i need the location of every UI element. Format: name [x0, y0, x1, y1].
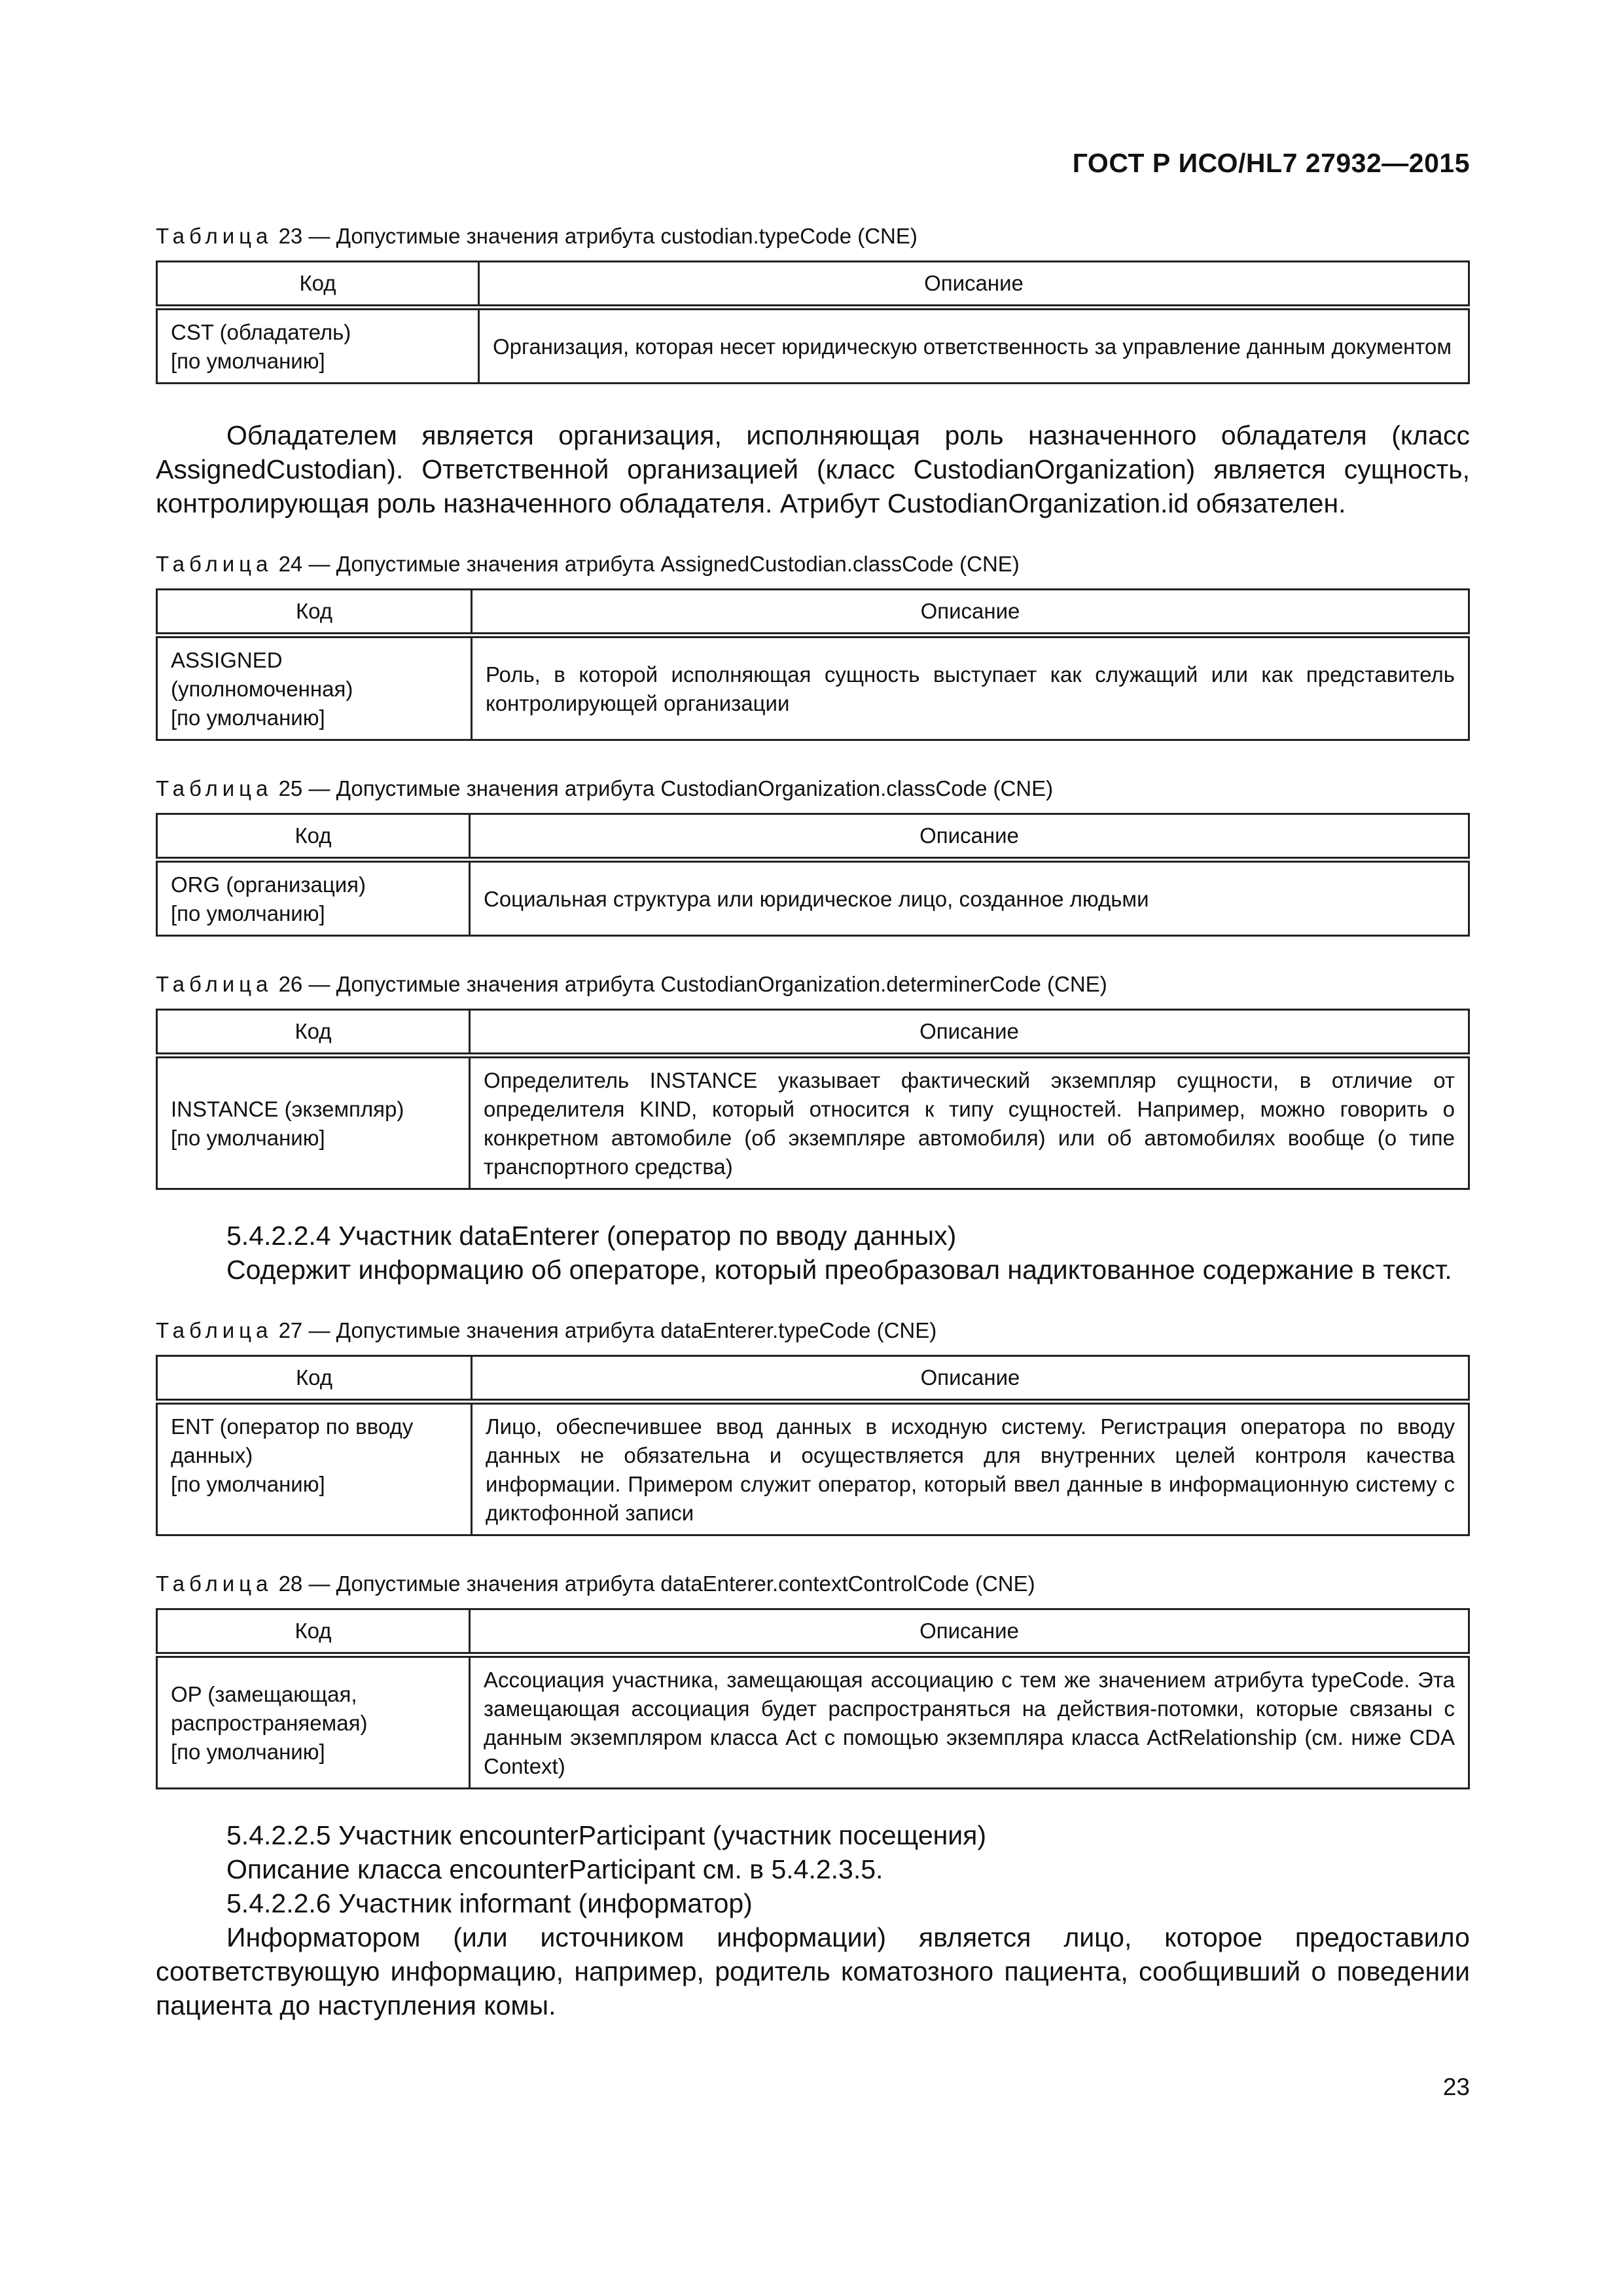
column-header-code: Код [157, 1609, 470, 1655]
document-page [156, 0, 1470, 2296]
table-title: — Допустимые значения атрибута CustodianOrganization.determinerCode (CNE) [308, 972, 1107, 996]
table-number: 24 [278, 552, 303, 576]
table-title: — Допустимые значения атрибута AssignedCustodian.classCode (CNE) [308, 552, 1020, 576]
code-line: ORG (организация) [171, 872, 366, 897]
description-cell: Ассоциация участника, замещающая ассоциацию с тем же значением атрибута typeCode. Эта замещающая ассоциация будет распространяться на действия-потомки, которые связаны с данным экземпляром класса Act с помощью экземпляра класса ActRelationship (см. ниже CDA Context) [470, 1655, 1469, 1789]
table-word: Таблица [156, 1318, 273, 1342]
table-word: Таблица [156, 1571, 273, 1596]
description-cell: Роль, в которой исполняющая сущность выступает как служащий или как представитель контролирующей организации [472, 636, 1469, 740]
code-line: [по умолчанию] [171, 1472, 325, 1496]
table-title: — Допустимые значения атрибута CustodianOrganization.classCode (CNE) [308, 776, 1054, 800]
table-word: Таблица [156, 776, 273, 800]
column-header-description: Описание [470, 814, 1469, 860]
code-line: распространяемая) [171, 1711, 368, 1735]
table-number: 26 [278, 972, 303, 996]
column-header-code: Код [157, 590, 472, 636]
table-row [157, 1056, 1469, 1189]
table-number: 28 [278, 1571, 303, 1596]
table-24 [156, 588, 1470, 741]
informant-paragraph: Информатором (или источником информации) является лицо, которое предоставило соответствующую информацию, например, родитель коматозного пациента, сообщивший о поведении пациента до наступления комы. [156, 1922, 1470, 2020]
column-header-code: Код [157, 262, 479, 308]
table-row [157, 860, 1469, 936]
code-line: [по умолчанию] [171, 706, 325, 730]
table-23-caption [156, 223, 1470, 250]
description-cell: Определитель INSTANCE указывает фактический экземпляр сущности, в отличие от определителя KIND, который относится к типу сущностей. Например, можно говорить о конкретном автомобиле (об экземпляре автомобиля) или об автомобилях вообще (о типе транспортного средства) [470, 1056, 1469, 1189]
table-word: Таблица [156, 224, 273, 248]
column-header-description: Описание [479, 262, 1469, 308]
table-26-caption [156, 971, 1470, 998]
description-cell: Организация, которая несет юридическую ответственность за управление данным документом [479, 308, 1469, 384]
code-line: ENT (оператор по вводу [171, 1414, 414, 1439]
code-line: [по умолчанию] [171, 1126, 325, 1150]
table-header-row [157, 814, 1469, 860]
custodian-paragraph: Обладателем является организация, исполняющая роль назначенного обладателя (класс AssignedCustodian). Ответственной организацией (класс CustodianOrganization) является сущность, контролирующая роль назначенного обладателя. Атрибут CustodianOrganization.id обязателен. [156, 420, 1470, 518]
table-title: — Допустимые значения атрибута dataEnterer.typeCode (CNE) [308, 1318, 937, 1342]
table-row [157, 1402, 1469, 1535]
table-header-row [157, 1609, 1469, 1655]
table-27-caption [156, 1317, 1470, 1344]
table-header-row [157, 1010, 1469, 1056]
column-header-description: Описание [470, 1010, 1469, 1056]
encounter-participant-paragraph: Описание класса encounterParticipant см. в 5.4.2.3.5. [226, 1854, 883, 1884]
code-line: (уполномоченная) [171, 677, 353, 701]
column-header-description: Описание [472, 590, 1469, 636]
description-cell: Лицо, обеспечившее ввод данных в исходную систему. Регистрация оператора по вводу данных не обязательна и осуществляется для внутренних целей контроля качества информации. Примером служит оператор, который ввел данные в информационную систему с диктофонной записи [472, 1402, 1469, 1535]
table-28 [156, 1608, 1470, 1789]
column-header-code: Код [157, 1010, 470, 1056]
column-header-description: Описание [470, 1609, 1469, 1655]
table-title: — Допустимые значения атрибута custodian.typeCode (CNE) [308, 224, 918, 248]
table-28-caption [156, 1570, 1470, 1598]
code-line: данных) [171, 1443, 253, 1467]
informant-heading: 5.4.2.2.6 Участник informant (информатор) [226, 1888, 753, 1918]
page-content [156, 223, 1470, 2022]
code-cell [157, 1056, 470, 1189]
table-header-row [157, 590, 1469, 636]
page-number: 23 [1442, 2073, 1470, 2100]
table-26 [156, 1009, 1470, 1190]
table-title: — Допустимые значения атрибута dataEnterer.contextControlCode (CNE) [308, 1571, 1035, 1596]
data-enterer-paragraph: Содержит информацию об операторе, который преобразовал надиктованное содержание в текст. [226, 1255, 1452, 1285]
table-number: 25 [278, 776, 303, 800]
table-23 [156, 260, 1470, 384]
table-number: 27 [278, 1318, 303, 1342]
code-cell [157, 860, 470, 936]
encounter-participant-heading: 5.4.2.2.5 Участник encounterParticipant (участник посещения) [226, 1820, 987, 1850]
code-line: [по умолчанию] [171, 901, 325, 925]
table-word: Таблица [156, 972, 273, 996]
code-line: INSTANCE (экземпляр) [171, 1097, 404, 1121]
code-line: [по умолчанию] [171, 349, 325, 373]
column-header-description: Описание [472, 1356, 1469, 1402]
code-line: ASSIGNED [171, 648, 283, 672]
code-line: [по умолчанию] [171, 1740, 325, 1764]
table-row [157, 636, 1469, 740]
table-row [157, 308, 1469, 384]
code-line: CST (обладатель) [171, 320, 351, 344]
table-number: 23 [278, 224, 303, 248]
column-header-code: Код [157, 814, 470, 860]
table-27 [156, 1355, 1470, 1536]
column-header-code: Код [157, 1356, 472, 1402]
code-cell [157, 308, 479, 384]
code-cell [157, 636, 472, 740]
table-row [157, 1655, 1469, 1789]
table-24-caption [156, 550, 1470, 578]
code-line: OP (замещающая, [171, 1682, 357, 1706]
data-enterer-heading: 5.4.2.2.4 Участник dataEnterer (оператор по вводу данных) [226, 1221, 957, 1251]
table-25 [156, 813, 1470, 937]
code-cell [157, 1655, 470, 1789]
table-25-caption [156, 775, 1470, 802]
table-header-row [157, 262, 1469, 308]
table-word: Таблица [156, 552, 273, 576]
document-standard-id: ГОСТ Р ИСО/HL7 27932—2015 [1072, 148, 1470, 178]
code-cell [157, 1402, 472, 1535]
table-header-row [157, 1356, 1469, 1402]
description-cell: Социальная структура или юридическое лицо, созданное людьми [470, 860, 1469, 936]
